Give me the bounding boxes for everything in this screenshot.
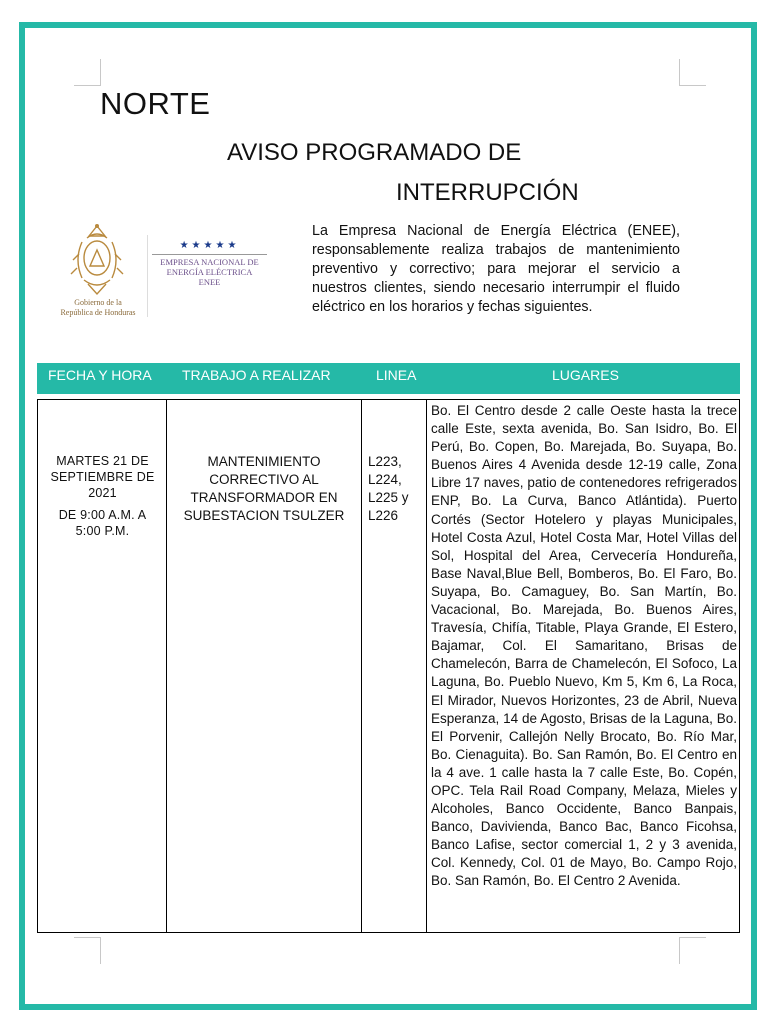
header-line: LINEA bbox=[376, 367, 417, 383]
enee-stars-icon: ★★★★★ bbox=[179, 240, 240, 251]
header-date: FECHA Y HORA bbox=[48, 367, 152, 383]
line-2: L224, bbox=[368, 472, 402, 487]
enee-logo-rule bbox=[152, 254, 267, 255]
cell-date-time bbox=[42, 453, 163, 539]
cell-lines bbox=[368, 453, 424, 525]
cell-work bbox=[170, 453, 358, 525]
logos bbox=[52, 220, 292, 330]
date-line1: MARTES 21 DE bbox=[56, 454, 149, 468]
crop-mark-bottom-right bbox=[679, 937, 706, 964]
schedule-table bbox=[37, 399, 740, 933]
notice-title-line1: AVISO PROGRAMADO DE bbox=[227, 139, 522, 166]
work-line3: TRANSFORMADOR EN bbox=[190, 490, 338, 505]
line-3: L225 y bbox=[368, 490, 409, 505]
notice-title-line2: INTERRUPCIÓN bbox=[396, 179, 579, 206]
crop-mark-bottom-left bbox=[74, 937, 101, 964]
honduras-coat-of-arms-icon bbox=[52, 220, 142, 320]
date-line3: 2021 bbox=[88, 486, 117, 500]
enee-logo-line3: ENEE bbox=[198, 277, 221, 287]
time-line2: 5:00 P.M. bbox=[75, 524, 130, 538]
region-title: NORTE bbox=[100, 86, 211, 121]
enee-logo bbox=[147, 240, 272, 320]
table-header bbox=[37, 363, 740, 394]
gov-logo-line2: República de Honduras bbox=[60, 308, 136, 317]
work-line4: SUBESTACION TSULZER bbox=[183, 508, 345, 523]
gov-logo-line1: Gobierno de la bbox=[74, 298, 122, 307]
work-line2: CORRECTIVO AL bbox=[209, 472, 319, 487]
line-1: L223, bbox=[368, 454, 402, 469]
intro-paragraph: La Empresa Nacional de Energía Eléctrica (ENEE), responsablemente realiza trabajos de mantenimiento preventivo y correctivo; para mejorar el servicio a nuestros clientes, siendo necesario interrumpir el fluido eléctrico en los horarios y fechas siguientes. bbox=[312, 223, 680, 315]
work-line1: MANTENIMIENTO bbox=[207, 454, 321, 469]
header-places: LUGARES bbox=[552, 367, 619, 383]
date-line2: SEPTIEMBRE DE bbox=[50, 470, 155, 484]
enee-logo-line1: EMPRESA NACIONAL DE bbox=[160, 257, 259, 267]
time-line1: DE 9:00 A.M. A bbox=[58, 508, 147, 522]
crop-mark-top-right bbox=[679, 59, 706, 86]
crop-mark-top-left bbox=[74, 59, 101, 86]
line-4: L226 bbox=[368, 508, 399, 523]
enee-logo-line2: ENERGÍA ELÉCTRICA bbox=[166, 267, 253, 277]
header-work: TRABAJO A REALIZAR bbox=[182, 367, 331, 383]
cell-places: Bo. El Centro desde 2 calle Oeste hasta la trece calle Este, sexta avenida, Bo. San Isidro, Bo. El Perú, Bo. Copen, Bo. Marejada, Bo. Suyapa, Bo. Buenos Aires 4 Avenida desde 12-19 calle, Zona Libre 17 naves, patio de contenedores refrigerados ENP, Bo. La Curva, Banco Atlántida). Puerto Cortés (Sector Hotelero y playas Municipales, Hotel Costa Azul, Hotel Costa Mar, Hotel Villas del Sol, Hospital del Area, Cervecería Hondureña, Base Naval,Blue Bell, Bomberos, Bo. El Faro, Bo. Suyapa, Bo. Camaguey, Bo. San Martín, Bo. Vacacional, Bo. Marejada, Bo. Buenos Aires, Travesía, Chifía, Titable, Playa Grande, El Estero, Bajamar, Col. El Samaritano, Brisas de Chamelecón, Barra de Chamelecón, El Sofoco, La Laguna, Bo. Pueblo Nuevo, Km 5, Km 6, La Roca, El Mirador, Nuevos Horizontes, 23 de Abril, Nueva Esperanza, 14 de Agosto, Brisas de la Laguna, Bo. El Porvenir, Callejón Nelly Brocato, Bo. Río Mar, Bo. Cienaguita). Bo. San Ramón, Bo. El Centro en la 4 ave. 1 calle hasta la 7 calle Este, Bo. Copén, OPC. Tela Rail Road Company, Melaza, Mieles y Alcoholes, Banco Occidente, Banco Banpais, Banco, Davivienda, Banco Bac, Banco Ficohsa, Banco Lafise, sector comercial 1, 2 y 3 avenida, Col. Kennedy, Col. 01 de Mayo, Bo. Campo Rojo, Bo. San Ramón, Bo. El Centro 2 Avenida. bbox=[431, 403, 737, 889]
